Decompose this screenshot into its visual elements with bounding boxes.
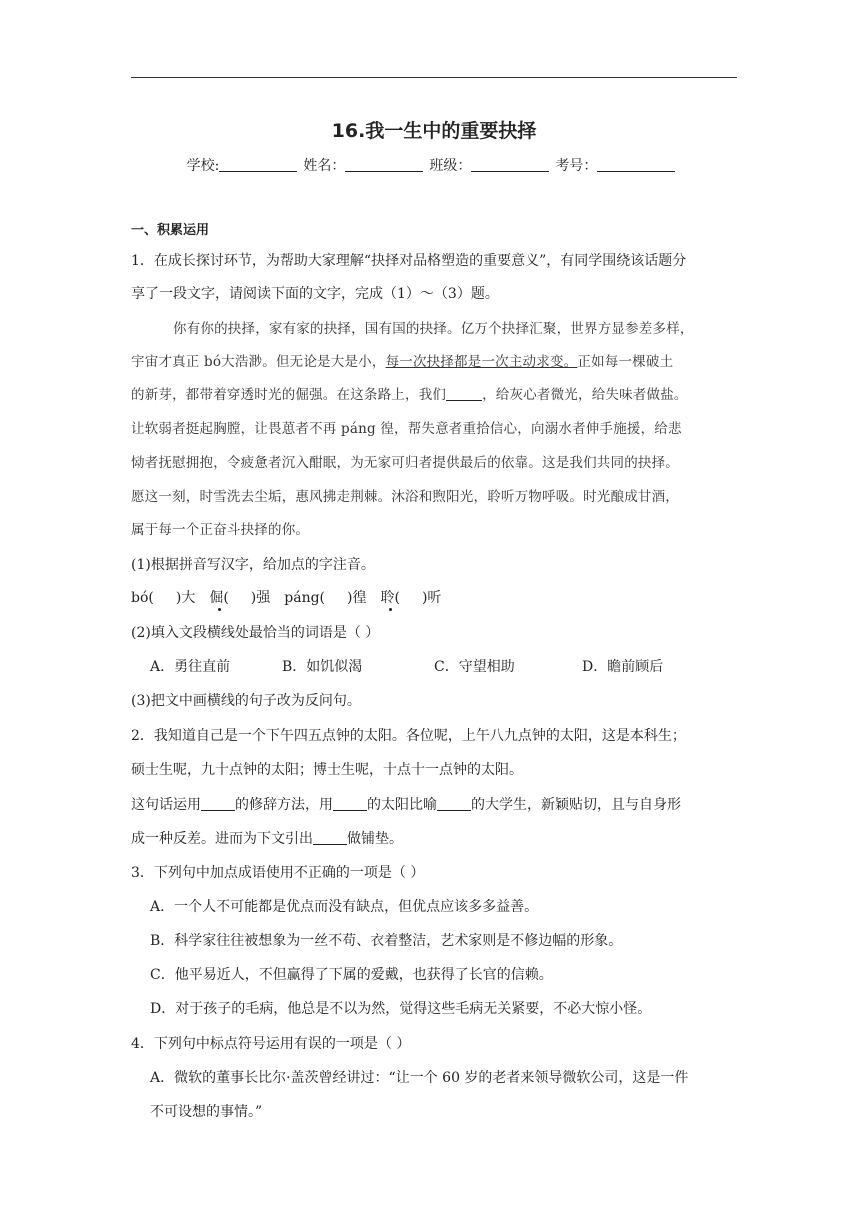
q2-blank[interactable] — [437, 797, 471, 811]
underlined-sentence: 每一次抉择都是一次主动求变。 — [385, 354, 578, 370]
passage-text: 宇宙才真正 bó大浩渺。但无论是大是小， — [131, 354, 386, 370]
header-rule — [131, 77, 737, 78]
q1-sub1: (1)根据拼音写汉字，给加点的字注音。 — [131, 557, 375, 573]
q1-stem-line1: 1．在成长探讨环节，为帮助大家理解“抉择对品格塑造的重要意义”，有同学围绕该话题分 — [131, 253, 687, 269]
q2-line3 — [131, 796, 681, 814]
q1-stem-line2: 享了一段文字，请阅读下面的文字，完成（1）～（3）题。 — [131, 286, 499, 302]
name-label: 姓名： — [303, 158, 346, 174]
q2-text: 做铺垫。 — [347, 831, 403, 847]
dotted-char: 聆( — [380, 590, 400, 606]
option-d[interactable]: D．瞻前顾后 — [582, 659, 664, 675]
q1-sub2: (2)填入文段横线处最恰当的词语是（ ） — [131, 625, 380, 641]
q2-blank[interactable] — [313, 831, 347, 845]
q1-passage-line5: 恸者抚慰拥抱，令疲惫者沉入酣眠，为无家可归者提供最后的依靠。这是我们共同的抉择。 — [131, 455, 679, 471]
dotted-char: 倔( — [209, 590, 229, 606]
q2-blank[interactable] — [333, 797, 367, 811]
option-a[interactable]: A．勇往直前 — [150, 659, 231, 675]
q1-passage-line3 — [131, 386, 688, 404]
pinyin-item: )徨 — [347, 590, 367, 606]
q1-passage-line6: 愿这一刻，时雪洗去尘垢，惠风拂走荆棘。沐浴和煦阳光，聆听万物呼吸。时光酿成甘酒， — [131, 489, 679, 505]
page-title: 16.我一生中的重要抉择 — [331, 120, 537, 142]
q2-text: 的修辞方法，用 — [235, 797, 333, 813]
option-c[interactable]: C．守望相助 — [434, 659, 515, 675]
pinyin-item: )强 — [250, 590, 271, 606]
q1-sub1-items — [131, 589, 441, 607]
q3-option-a[interactable]: A．一个人不可能都是优点而没有缺点，但优点应该多多益善。 — [150, 899, 539, 915]
passage-text: 正如每一棵破土 — [577, 354, 674, 370]
passage-text: 的新芽，都带着穿透时光的倔强。在这条路上，我们 — [131, 387, 447, 403]
pinyin-item: )大 — [175, 590, 196, 606]
option-b[interactable]: B．如饥似渴 — [282, 659, 363, 675]
school-field[interactable] — [219, 157, 297, 172]
q3-stem: 3．下列句中加点成语使用不正确的一项是（ ） — [131, 865, 425, 881]
section-heading: 一、积累运用 — [131, 223, 210, 238]
q4-option-a-line2: 不可设想的事情。” — [150, 1104, 263, 1120]
q1-sub3: (3)把文中画横线的句子改为反问句。 — [131, 693, 361, 709]
q2-line1: 2．我知道自己是一个下午四五点钟的太阳。各位呢，上午八九点钟的太阳，这是本科生； — [131, 728, 686, 744]
q2-text: 成一种反差。进而为下文引出 — [131, 831, 313, 847]
passage-text: ，给灰心者微光，给失味者做盐。 — [482, 387, 688, 403]
q2-line2: 硕士生呢，九十点钟的太阳；博士生呢，十点十一点钟的太阳。 — [131, 762, 523, 778]
q1-passage-line2 — [131, 353, 673, 371]
school-label: 学校: — [186, 158, 220, 174]
q1-passage-line7: 属于每一个正奋斗抉择的你。 — [131, 522, 310, 538]
exam-no-field[interactable] — [597, 157, 675, 172]
q1-sub2-options — [150, 658, 663, 676]
q3-option-c[interactable]: C．他平易近人，不但赢得了下属的爱戴，也获得了长官的信赖。 — [150, 967, 553, 983]
name-field[interactable] — [345, 157, 423, 172]
class-label: 班级： — [429, 158, 472, 174]
pinyin-item: páng( — [284, 590, 326, 606]
q4-option-a-line1[interactable]: A．微软的董事长比尔·盖茨曾经讲过：“让一个 60 岁的老者来领导微软公司，这是一件 — [150, 1070, 689, 1086]
q3-option-d[interactable]: D．对于孩子的毛病，他总是不以为然，觉得这些毛病无关紧要，不必大惊小怪。 — [150, 1001, 652, 1017]
q1-passage-line1: 你有你的抉择，家有家的抉择，国有国的抉择。亿万个抉择汇聚，世界方显参差多样， — [173, 321, 694, 337]
exam-no-label: 考号： — [555, 158, 598, 174]
passage-blank[interactable] — [446, 387, 482, 401]
q3-option-b[interactable]: B．科学家往往被想象为一丝不苟、衣着整洁，艺术家则是不修边幅的形象。 — [150, 933, 623, 949]
pinyin-item: bó( — [131, 590, 154, 606]
q2-text: 的大学生，新颖贴切，且与自身形 — [471, 797, 681, 813]
q2-text: 这句话运用 — [131, 797, 201, 813]
class-field[interactable] — [471, 157, 549, 172]
q1-passage-line4: 让软弱者挺起胸膛，让畏葸者不再 páng 徨，帮失意者重拾信心，向溺水者伸手施援，给悲 — [131, 421, 682, 437]
q2-line4 — [131, 830, 403, 848]
q4-stem: 4．下列句中标点符号运用有误的一项是（ ） — [131, 1036, 411, 1052]
pinyin-item: )听 — [421, 590, 442, 606]
q2-blank[interactable] — [201, 797, 235, 811]
student-info-row — [0, 155, 868, 175]
q2-text: 的太阳比喻 — [367, 797, 437, 813]
